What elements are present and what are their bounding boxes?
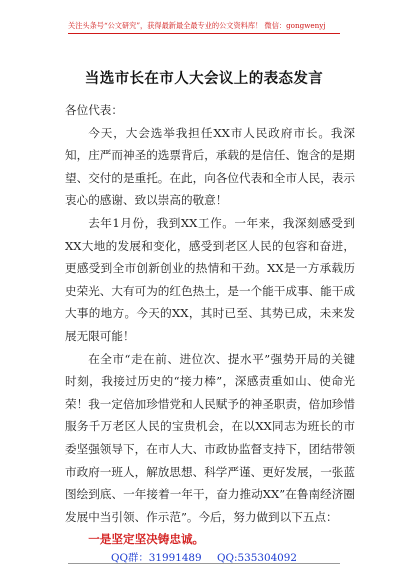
paragraph-3: 在全市“走在前、进位次、提水平”强势开局的关键时刻，我接过历史的“接力棒”，深感责重如山、使命光荣！我一定倍加珍惜党和人民赋予的神圣职责，倍加珍惜服务千万老区人民的宝贵机会，在以XX同志为班长的市委坚强领导下，在市人大、市政协监督支持下，团结带领市政府一班人，解放思想、科学严谨、更好发展，一张蓝图绘到底、一年接着一年干，奋力推动XX”在鲁南经济圈发展中当引领、作示范”。今后，努力做到以下五点： <box>65 351 355 524</box>
document-body <box>65 99 355 551</box>
paragraph-2: 去年1月份，我到XX工作。一年来，我深刻感受到XX大地的发展和变化，感受到老区人民的包容和奋进，更感受到全市创新创业的热情和干劲。XX是一方承载历史荣光、大有可为的红色热土，是一个能干成事、能干成大事的地方。今天的XX，其时已至、其势已成，未来发展无限可能！ <box>65 215 355 343</box>
footer-divider <box>68 563 340 564</box>
footer-qq-group: QQ群：31991489 <box>110 552 202 564</box>
point-heading-1: 一是坚定坚决铸忠诚。 <box>88 532 205 547</box>
footer-contact <box>0 549 408 564</box>
paragraph-1: 今天，大会选举我担任XX市人民政府市长。我深知，庄严而神圣的选票背后，承载的是信任、饱含的是期望、交付的是重托。在此，向各位代表和全市人民，表示衷心的感谢、致以崇高的敬意！ <box>65 125 355 208</box>
document-title: 当选市长在市人大会议上的表态发言 <box>84 70 324 87</box>
header-banner: 关注头条号“公文研究”，获得最新最全最专业的公文资料库！ 微信：gongwenyj <box>68 20 340 34</box>
footer-qq: QQ:535304092 <box>216 552 298 564</box>
salutation: 各位代表： <box>65 103 123 117</box>
